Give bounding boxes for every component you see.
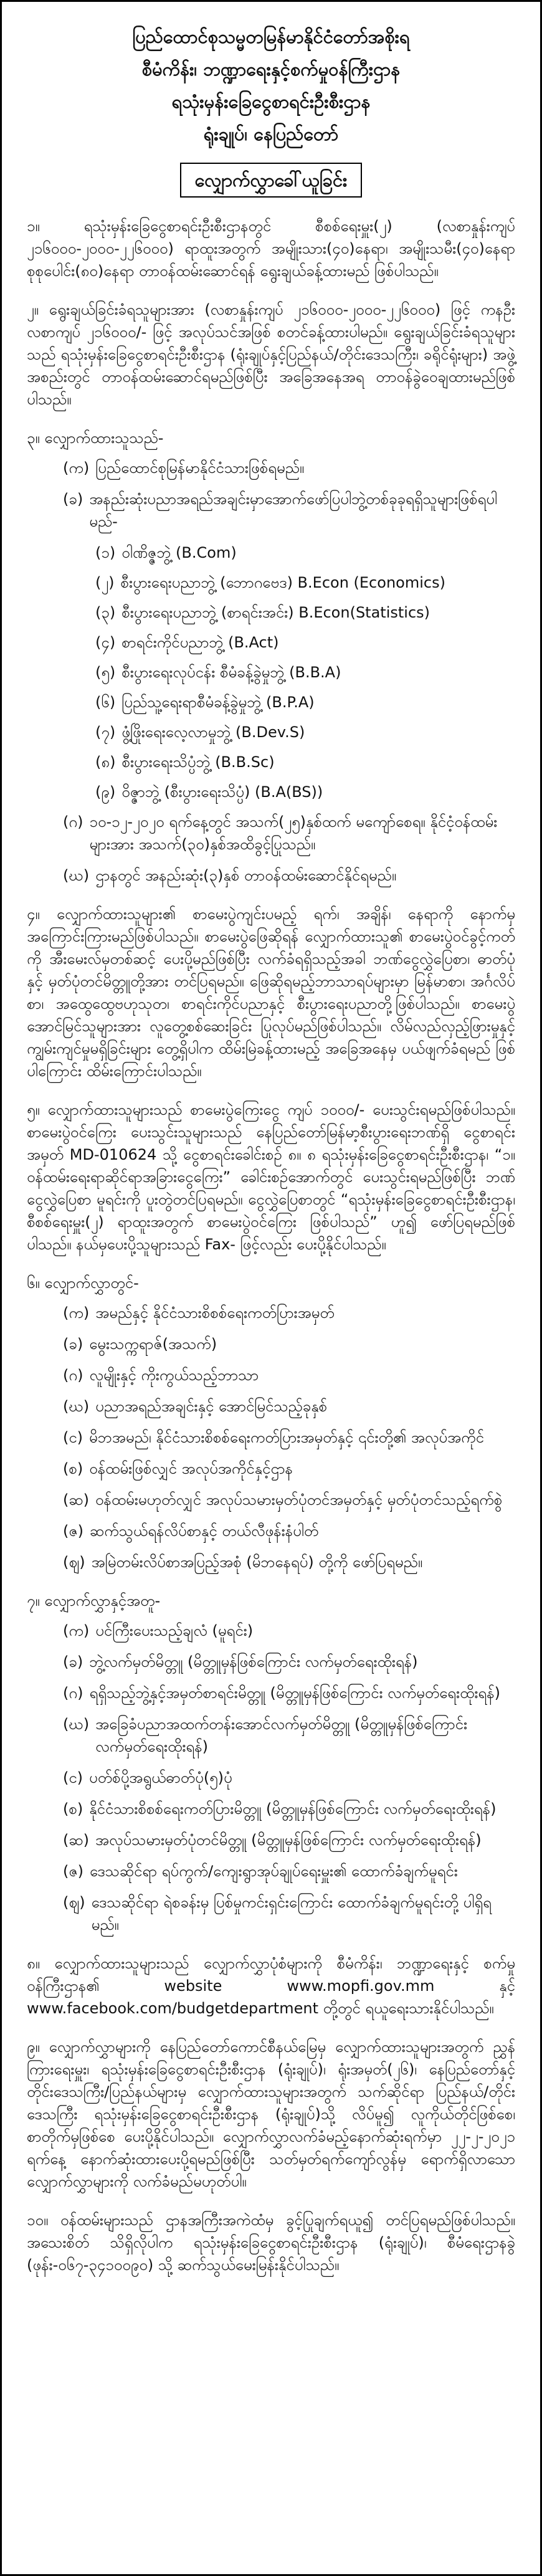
paragraph-7 (27, 1590, 515, 1612)
item-text: ဝိဇ္ဇာဘွဲ့ (စီးပွားရေးသိပ္ပံ) (B.A(BS)) (121, 783, 323, 801)
item-text: ဘွဲ့လက်မှတ်မိတ္တူ (မိတ္တူမှန်ဖြစ်ကြောင်း လက်မှတ်ရေးထိုးရန်) (89, 1653, 418, 1671)
item-label: (၁) (95, 544, 116, 561)
requirement-item (63, 488, 515, 533)
application-content-item (63, 1520, 515, 1542)
item-label: (၅) (95, 664, 116, 681)
item-label: (ဈ) (63, 1553, 85, 1571)
item-text: ပြည်ထောင်စုမြန်မာနိုင်ငံသားဖြစ်ရမည်။ (95, 459, 305, 477)
department-name: ရသုံးမှန်းခြေငွေစာရင်းဦးစီးဌာန (171, 91, 371, 112)
item-label: (စ) (63, 1460, 83, 1477)
letterhead (27, 21, 515, 150)
application-content-item (63, 1489, 515, 1511)
item-text: စာရင်းကိုင်ပညာဘွဲ့ (B.Act) (121, 634, 279, 651)
requirement-item (63, 864, 515, 887)
paragraph-10 (27, 2209, 515, 2276)
degree-item (95, 601, 515, 624)
facebook-link[interactable]: www.facebook.com/budgetdepartment (27, 2000, 318, 2017)
application-content-item (63, 1302, 515, 1324)
item-text: စီးပွားရေးသိပ္ပံဘွဲ့ (B.B.Sc) (121, 753, 275, 771)
degree-item (95, 751, 515, 773)
item-label: (ဃ) (63, 867, 90, 884)
item-text: အလုပ်သမားမှတ်ပုံတင်မိတ္တူ (မိတ္တူမှန်ဖြစ်ကြောင်း လက်မှတ်ရေးထိုးရန်) (95, 1831, 482, 1849)
item-text: ရရှိသည့်ဘွဲ့နှင့်အမှတ်စာရင်းမိတ္တူ (မိတ္တူမှန်ဖြစ်ကြောင်း လက်မှတ်ရေးထိုးရန်) (89, 1684, 500, 1702)
website-link[interactable]: website www.mopfi.gov.mm (164, 1977, 435, 1995)
paragraph-text-end: တို့တွင် ရယူရေးသားနိုင်ပါသည်။ (323, 2000, 494, 2017)
item-text: ဖွံ့ဖြိုးရေးလေ့လာမှုဘွဲ့ (B.Dev.S) (121, 723, 305, 741)
attachment-item (63, 1651, 515, 1673)
attachment-item (63, 1713, 515, 1758)
paragraph-number: ၃။ (27, 429, 40, 447)
office-location: ရုံးချုပ်၊ နေပြည်တော် (203, 123, 339, 145)
item-label: (၉) (95, 783, 116, 801)
item-text: ပတ်စ်ပို့အရွယ်ဓာတ်ပုံ(၅)ပုံ (89, 1769, 232, 1787)
item-text: ပင်ကြီးပေးသည့်ချလံ (မူရင်း) (95, 1622, 254, 1639)
item-text: ဒေသဆိုင်ရာ ရဲစခန်းမှ ပြစ်မှုကင်းရှင်းကြောင်း ထောက်ခံချက်မူရင်းတို့ ပါရှိရမည်။ (91, 1894, 492, 1934)
attachment-item (63, 1620, 515, 1642)
paragraph-number: ၇။ (27, 1592, 40, 1610)
item-text: စီးပွားရေးပညာဘွဲ့ (ဘောဂဗေဒ) B.Econ (Economics) (120, 574, 445, 591)
attachment-item (63, 1682, 515, 1704)
item-text: ဝန်ထမ်းဖြစ်လျှင် အလုပ်အကိုင်နှင့်ဌာန (89, 1460, 293, 1477)
application-content-item (63, 1426, 515, 1449)
paragraph-9 (27, 2036, 515, 2193)
paragraph-text: လျှောက်လွှာနှင့်အတူ- (44, 1592, 161, 1610)
item-text: ဒေသဆိုင်ရာ ရပ်ကွက်/ကျေးရွာအုပ်ချုပ်ရေးမှူး၏ ထောက်ခံချက်မူရင်း (90, 1863, 458, 1880)
paragraph-text: ရွေးချယ်ခြင်းခံရသူများအား (လစာနှုန်းကျပ် ၂၁၆၀၀၀-၂၀၀၀-၂၂၆၀၀၀) ဖြင့် ကနဦးလစာကျပ် ၂၁၆၀၀၀/- ဖြင့် အလုပ်သင်အဖြစ် စတင်ခန့်ထားပါမည်။ ရွေးချယ်ခြင်းခံရသူများသည် ရသုံးမှန်းခြေငွေစာရင်းဦးစီးဌာန (ရုံးချုပ်နှင့်ပြည်နယ်/တိုင်းဒေသကြီး၊ ခရိုင်ရုံးများ) အဖွဲ့အစည်းတွင် တာဝန်ထမ်းဆောင်ရမည်ဖြစ်ပြီး အခြေအနေအရ တာဝန်ခွဲဝေချထားမည်ဖြစ်ပါသည်။ (27, 301, 515, 408)
attachment-item (63, 1829, 515, 1851)
paragraph-number: ၁။ (27, 217, 40, 235)
attachment-item (63, 1860, 515, 1882)
item-text: လူမျိုးနှင့် ကိုးကွယ်သည့်ဘာသာ (89, 1367, 259, 1384)
item-text: စီးပွားရေးပညာဘွဲ့ (စာရင်းအင်း) B.Econ(Statistics) (121, 604, 430, 621)
application-content-item (63, 1364, 515, 1386)
item-label: (၆) (95, 694, 116, 711)
item-text: ဌာနတွင် အနည်းဆုံး(၃)နှစ် တာဝန်ထမ်းဆောင်နိုင်ရမည်။ (95, 867, 397, 884)
paragraph-number: ၆။ (27, 1274, 40, 1292)
paragraph-text: လျှောက်ထားသူသည်- (44, 429, 164, 447)
item-label: (ဆ) (63, 1831, 89, 1849)
item-label: (ဂ) (63, 1684, 83, 1702)
paragraph-8 (27, 1952, 515, 2020)
paragraph-number: ၄။ (27, 905, 40, 923)
item-label: (ဃ) (63, 1398, 90, 1415)
item-label: (ဂ) (63, 813, 83, 831)
item-label: (င) (63, 1769, 83, 1787)
item-label: (ခ) (63, 1653, 83, 1671)
paragraph-text: လျှောက်ထားသူများသည် လျှောက်လွှာပုံစံများကို စီမံကိန်း၊ ဘဏ္ဍာရေးနှင့် စက်မှုဝန်ကြီးဌာန၏ (27, 1955, 515, 1995)
item-label: (က) (63, 1304, 90, 1322)
item-text: စီးပွားရေးလုပ်ငန်း စီမံခန့်ခွဲမှုဘွဲ့ (B.B.A) (121, 664, 341, 681)
item-label: (စ) (63, 1800, 83, 1818)
degree-item (95, 661, 515, 684)
item-text: မွေးသက္ကရာဇ်(အသက်) (89, 1335, 217, 1353)
paragraph-3 (27, 427, 515, 449)
item-label: (က) (63, 1622, 90, 1639)
paragraph-number: ၉။ (27, 2038, 40, 2056)
item-label: (ဂ) (63, 1367, 83, 1384)
government-name: ပြည်ထောင်စုသမ္မတမြန်မာနိုင်ငံတော်အစိုးရ (132, 26, 410, 47)
item-text: ဝါဏိဇ္ဇဘွဲ့ (B.Com) (121, 544, 237, 561)
degree-item (95, 721, 515, 743)
application-content-item (63, 1395, 515, 1418)
application-content-item (63, 1333, 515, 1355)
attachment-item (63, 1891, 515, 1936)
item-text: နိုင်ငံသားစိစစ်ရေးကတ်ပြားမိတ္တူ (မိတ္တူမှန်ဖြစ်ကြောင်း လက်မှတ်ရေးထိုးရန်) (89, 1800, 497, 1818)
item-label: (ခ) (63, 490, 83, 508)
paragraph-text-joiner: နှင့် (499, 1977, 515, 1995)
paragraph-text: လျှောက်ထားသူများသည် စာမေးပွဲကြေးငွေ ကျပ် ၁၀၀၀/- ပေးသွင်းရမည်ဖြစ်ပါသည်။ စာမေးပွဲဝင်ကြေး ပေးသွင်းသူများသည် နေပြည်တော်မြန်မာ့စီးပွားရေးဘဏ်ရှိ ငွေစာရင်းအမှတ် MD-010624 သို့ ငွေစာရင်းခေါင်းစဉ် ၈။ ၈ ရသုံးမှန်းခြေငွေစာရင်းဦးစီးဌာန၊ “၁။ ဝန်ထမ်းရေးရာဆိုင်ရာအခြားငွေကြေး” ခေါင်းစဉ်အောက်တွင် ပေးသွင်းရမည်ဖြစ်ပြီး ဘဏ်ငွေလွှဲပြေစာ မူရင်းကို ပူးတွဲတင်ပြရမည်။ ငွေလွှဲပြေစာတွင် “ရသုံးမှန်းခြေငွေစာရင်းဦးစီးဌာန၊ စီစစ်ရေးမှူး(၂) ရာထူးအတွက် စာမေးပွဲဝင်ကြေး ဖြစ်ပါသည်” ဟူ၍ ဖော်ပြရမည်ဖြစ်ပါသည်။ နယ်မှပေးပို့သူများသည် Fax- ဖြင့်လည်း ပေးပို့နိုင်ပါသည်။ (27, 1101, 515, 1253)
paragraph-5 (27, 1099, 515, 1256)
item-label: (ခ) (63, 1335, 83, 1353)
paragraph-number: ၈။ (27, 1955, 40, 1972)
item-label: (ဇ) (63, 1522, 83, 1540)
item-text: ပြည်သူ့ရေးရာစီမံခန့်ခွဲမှုဘွဲ့ (B.P.A) (121, 694, 315, 711)
item-label: (၂) (95, 574, 115, 591)
paragraph-text: ရသုံးမှန်းခြေငွေစာရင်းဦးစီးဌာနတွင် စီစစ်ရေးမှူး(၂) (လစာနှုန်းကျပ် ၂၁၆၀၀၀-၂၀၀၀-၂၂၆၀၀၀) ရာထူးအတွက် အမျိုးသား(၄၀)နေရာ၊ အမျိုးသမီး(၄၀)နေရာ စုစုပေါင်း(၈၀)နေရာ တာဝန်ထမ်းဆောင်ရန် ရွေးချယ်ခန့်ထားမည် ဖြစ်ပါသည်။ (27, 217, 515, 280)
paragraph-number: ၂။ (27, 301, 39, 318)
item-label: (ဈ) (63, 1894, 85, 1911)
ministry-name: စီမံကိန်း၊ ဘဏ္ဍာရေးနှင့်စက်မှုဝန်ကြီးဌာန (141, 59, 401, 80)
paragraph-6 (27, 1272, 515, 1294)
application-content-item (63, 1457, 515, 1480)
paragraph-4 (27, 903, 515, 1082)
item-text: ဝန်ထမ်းမဟုတ်လျှင် အလုပ်သမားမှတ်ပုံတင်အမှတ်နှင့် မှတ်ပုံတင်သည့်ရက်စွဲ (95, 1491, 503, 1509)
degree-item (95, 781, 515, 803)
item-label: (င) (63, 1429, 83, 1446)
item-label: (၇) (95, 723, 116, 741)
requirement-item (63, 811, 515, 856)
attachment-item (63, 1798, 515, 1820)
item-label: (၈) (95, 753, 116, 771)
paragraph-text: လျှောက်လွှာများကို နေပြည်တော်ကောင်စီနယ်မြေမှ လျှောက်ထားသူများအတွက် ညွှန်ကြားရေးမှူး၊ ရသုံးမှန်းခြေငွေစာရင်းဦးစီးဌာန (ရုံးချုပ်)၊ ရုံးအမှတ်(၂၆)၊ နေပြည်တော်နှင့် တိုင်းဒေသကြီး/ပြည်နယ်များမှ လျှောက်ထားသူများအတွက် သက်ဆိုင်ရာ ပြည်နယ်/တိုင်းဒေသကြီး ရသုံးမှန်းခြေငွေစာရင်းဦးစီးဌာန (ရုံးချုပ်)သို့ လိပ်မူ၍ လူကိုယ်တိုင်ဖြစ်စေ၊ စာတိုက်မှဖြစ်စေ ပေးပို့နိုင်ပါသည်။ လျှောက်လွှာလက်ခံမည့်နောက်ဆုံးရက်မှာ ၂၂-၂-၂၀၂၁ ရက်နေ့ နောက်ဆုံးထားပေးပို့ရမည်ဖြစ်ပြီး သတ်မှတ်ရက်ကျော်လွန်မှ ရောက်ရှိလာသော လျှောက်လွှာများကို လက်ခံမည်မဟုတ်ပါ။ (27, 2038, 515, 2190)
attachment-item (63, 1767, 515, 1789)
announcement-title-box (27, 163, 515, 198)
degree-item (95, 691, 515, 713)
degree-item (95, 631, 515, 654)
item-text: ဆက်သွယ်ရန်လိပ်စာနှင့် တယ်လီဖုန်းနံပါတ် (90, 1522, 319, 1540)
paragraph-text: ဝန်ထမ်းများသည် ဌာနအကြီးအကဲထံမှ ခွင့်ပြုချက်ရယူ၍ တင်ပြရမည်ဖြစ်ပါသည်။ အသေးစိတ် သိရှိလိုပါက ရသုံးမှန်းခြေငွေစာရင်းဦးစီးဌာန (ရုံးချုပ်)၊ စီမံရေးဌာနခွဲ (ဖုန်း-၀၆၇-၃၄၁၀၀၉၀) သို့ ဆက်သွယ်မေးမြန်းနိုင်ပါသည်။ (27, 2211, 515, 2274)
item-text: ၁၀-၁၂-၂၀၂၀ ရက်နေ့တွင် အသက်(၂၅)နှစ်ထက် မကျော်စေရ။ နိုင်ငံ့ဝန်ထမ်းများအား အသက်(၃၀)နှစ်အထိခွင့်ပြုသည်။ (89, 813, 498, 853)
item-text: မိဘအမည်၊ နိုင်ငံသားစိစစ်ရေးကတ်ပြားအမှတ်နှင့် ၎င်းတို့၏ အလုပ်အကိုင် (89, 1429, 484, 1446)
requirement-item (63, 457, 515, 479)
item-label: (က) (63, 459, 90, 477)
paragraph-number: ၅။ (27, 1101, 40, 1119)
item-text: အနည်းဆုံးပညာအရည်အချင်းမှာအောက်ဖော်ပြပါဘွဲ့တစ်ခုခုရရှိသူများဖြစ်ရပါမည်- (89, 490, 498, 530)
item-label: (၃) (95, 604, 116, 621)
item-label: (ဆ) (63, 1491, 89, 1509)
paragraph-text: လျှောက်ထားသူများ၏ စာမေးပွဲကျင်းပမည့် ရက်၊ အချိန်၊ နေရာကို နောက်မှ အကြောင်းကြားမည်ဖြစ်ပါသည်။ စာမေးပွဲဖြေဆိုရန် လျှောက်ထားသူ၏ စာမေးပွဲဝင်ခွင့်ကတ်ကို အီးမေးလ်မှတစ်ဆင့် ပေးပို့မည်ဖြစ်ပြီး လက်ခံရရှိသည့်အခါ ဘဏ်ငွေလွှဲပြေစာ၊ ဓာတ်ပုံနှင့် မှတ်ပုံတင်မိတ္တူတို့အား တင်ပြရမည်။ ဖြေဆိုရမည့်ဘာသာရပ်များမှာ မြန်မာစာ၊ အင်္ဂလိပ်စာ၊ အထွေထွေဗဟုသုတ၊ စာရင်းကိုင်ပညာနှင့် စီးပွားရေးပညာတို့ဖြစ်ပါသည်။ စာမေးပွဲအောင်မြင်သူများအား လူတွေ့စစ်ဆေးခြင်း ပြုလုပ်မည်ဖြစ်ပါသည်။ လိမ်လည်လှည့်ဖြားမှုနှင့် ကျွမ်းကျင်မှုမရှိခြင်းများ တွေ့ရှိပါက ထိမ်းမြဲခန့်ထားမည့် အခြေအနေမှ ပယ်ဖျက်ခံရမည် ဖြစ်ပါကြောင်း ထိမ်းကြောင်းပါသည်။ (27, 905, 515, 1080)
item-text: ပညာအရည်အချင်းနှင့် အောင်မြင်သည့်ခုနှစ် (95, 1398, 328, 1415)
degree-item (95, 541, 515, 564)
item-text: အမြဲတမ်းလိပ်စာအပြည့်အစုံ (မိဘနေရပ်) တို့ကို ဖော်ပြရမည်။ (91, 1553, 423, 1571)
paragraph-text: လျှောက်လွှာတွင်- (44, 1274, 139, 1292)
degree-item (95, 571, 515, 594)
paragraph-number: ၁၀။ (27, 2211, 49, 2229)
application-content-item (63, 1551, 515, 1573)
item-text: အမည်နှင့် နိုင်ငံသားစိစစ်ရေးကတ်ပြားအမှတ် (95, 1304, 335, 1322)
item-text: အခြေခံပညာအထက်တန်းအောင်လက်မှတ်မိတ္တူ (မိတ္တူမှန်ဖြစ်ကြောင်း လက်မှတ်ရေးထိုးရန်) (95, 1715, 468, 1755)
paragraph-1 (27, 215, 515, 282)
announcement-title: လျှောက်လွှာခေါ်ယူခြင်း (180, 163, 363, 198)
paragraph-2 (27, 298, 515, 411)
item-label: (ဃ) (63, 1715, 90, 1733)
item-label: (၄) (95, 634, 116, 651)
item-label: (ဇ) (63, 1863, 83, 1880)
